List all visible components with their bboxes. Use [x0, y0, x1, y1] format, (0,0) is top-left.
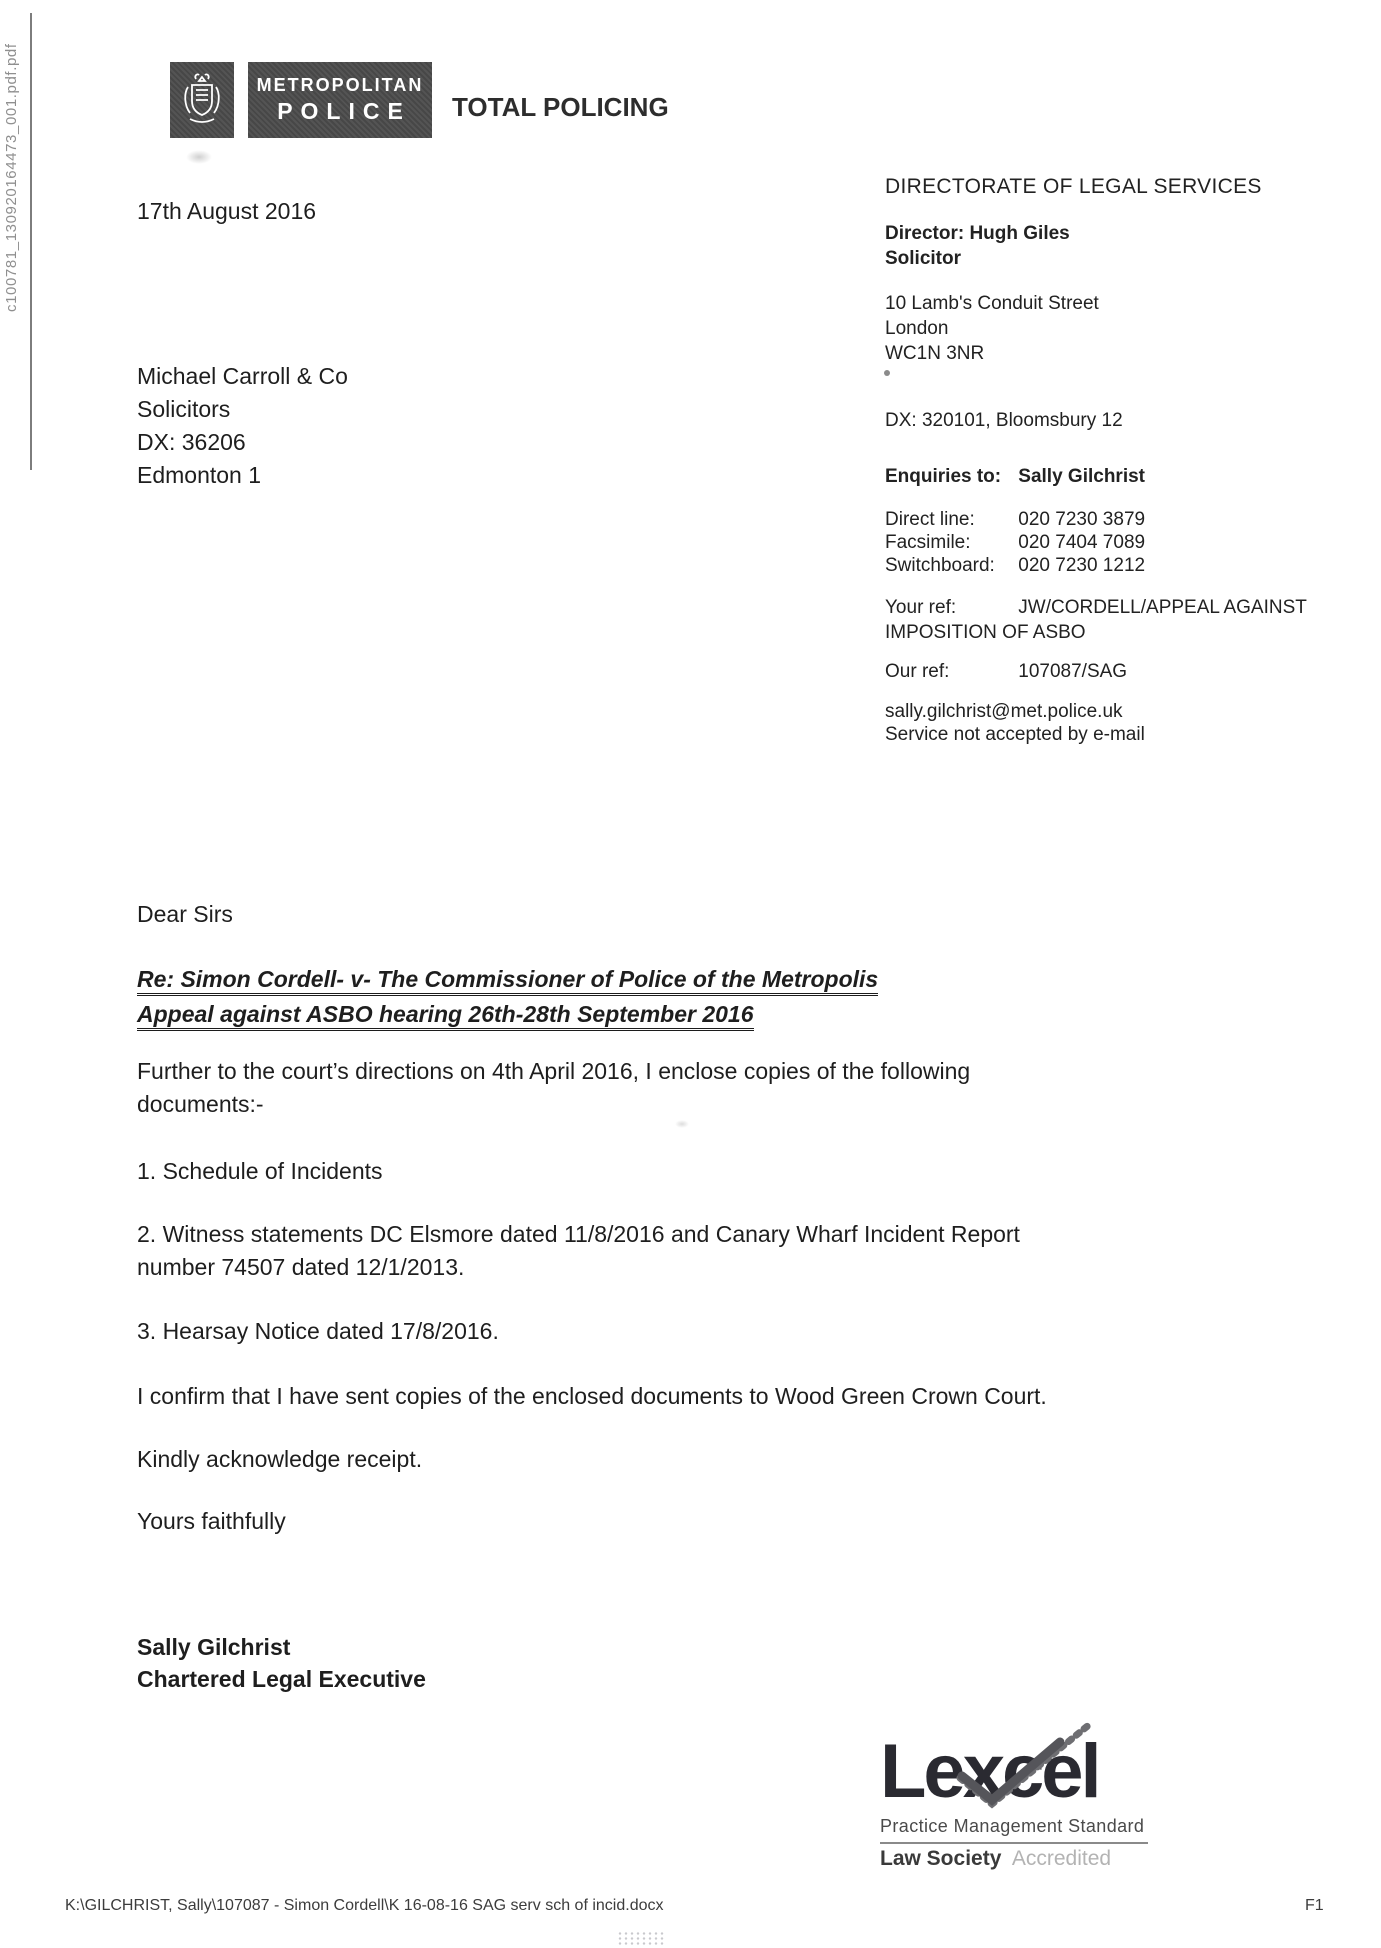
- scan-artifact: [186, 150, 212, 164]
- enquiries-label: Enquiries to:: [885, 466, 1002, 487]
- paragraph-further-cont: documents:-: [137, 1091, 264, 1117]
- re-heading-line2: Appeal against ASBO hearing 26th-28th September 2016: [137, 1001, 754, 1028]
- sender-address-line: London: [885, 318, 949, 339]
- sender-address-line: 10 Lamb's Conduit Street: [885, 293, 1099, 314]
- paragraph-confirm: I confirm that I have sent copies of the enclosed documents to Wood Green Crown Court.: [137, 1383, 1047, 1409]
- met-police-name-box: [248, 62, 432, 138]
- logo-metropolitan-text: METROPOLITAN: [256, 75, 424, 95]
- contact-value: 020 7230 3879: [1018, 509, 1146, 530]
- our-ref-value: 107087/SAG: [1018, 661, 1128, 682]
- recipient-line: Michael Carroll & Co: [137, 363, 348, 389]
- recipient-line: DX: 36206: [137, 429, 246, 455]
- your-ref-value: JW/CORDELL/APPEAL AGAINST: [1018, 597, 1307, 618]
- met-police-crest-box: [170, 62, 234, 138]
- accredited-text: Accredited: [1011, 1847, 1112, 1870]
- signature-block: [137, 1631, 426, 1695]
- scan-artifact: [884, 370, 890, 376]
- scan-filename-label: c100781_130920164473_001.pdf.pdf: [3, 43, 20, 312]
- law-society-text: Law Society: [880, 1847, 1002, 1870]
- recipient-line: Solicitors: [137, 396, 231, 422]
- lexcel-logo: [880, 1730, 1180, 1871]
- director-name: Director: Hugh Giles: [885, 223, 1070, 244]
- contact-label: Facsimile:: [885, 532, 971, 553]
- enquiries-name: Sally Gilchrist: [1018, 466, 1146, 487]
- paragraph-further: Further to the court’s directions on 4th April 2016, I enclose copies of the following: [137, 1058, 971, 1084]
- contact-row: [885, 531, 1375, 554]
- contact-value: 020 7230 1212: [1018, 555, 1146, 576]
- total-policing-tagline: TOTAL POLICING: [452, 92, 669, 122]
- enquiries-line: [885, 466, 1375, 488]
- contact-label: Switchboard:: [885, 555, 995, 576]
- your-ref-wrap: IMPOSITION OF ASBO: [885, 622, 1086, 643]
- enclosure-item-3: 3. Hearsay Notice dated 17/8/2016.: [137, 1318, 499, 1344]
- contact-numbers: [885, 508, 1375, 577]
- lexcel-subtitle: Practice Management Standard: [880, 1816, 1145, 1836]
- sender-email: sally.gilchrist@met.police.uk: [885, 701, 1123, 722]
- signer-title: Chartered Legal Executive: [137, 1666, 426, 1692]
- met-police-crest-icon: [178, 67, 226, 134]
- scan-artifact-dots: [617, 1931, 665, 1946]
- your-ref-block: [885, 595, 1375, 645]
- contact-value: 020 7404 7089: [1018, 532, 1146, 553]
- sender-address: [885, 291, 1375, 366]
- our-ref-label: Our ref:: [885, 661, 950, 682]
- your-ref-label: Your ref:: [885, 597, 957, 618]
- scan-artifact: [675, 1120, 689, 1128]
- directorate-title: DIRECTORATE OF LEGAL SERVICES: [885, 175, 1262, 198]
- re-heading-line1: Re: Simon Cordell- v- The Commissioner of Police of the Metropolis: [137, 966, 878, 993]
- recipient-line: Edmonton 1: [137, 462, 262, 488]
- director-role: Solicitor: [885, 248, 962, 269]
- your-ref-row: [885, 595, 1375, 620]
- contact-row: [885, 554, 1375, 577]
- footer-page-ref: F1: [1305, 1897, 1324, 1914]
- enclosure-item-2: 2. Witness statements DC Elsmore dated 11/8/2016 and Canary Wharf Incident Report: [137, 1221, 1020, 1247]
- director-block: [885, 221, 1375, 271]
- contact-row: [885, 508, 1375, 531]
- lexcel-accreditation: [880, 1847, 1180, 1871]
- paragraph-kindly: Kindly acknowledge receipt.: [137, 1446, 423, 1472]
- contact-label: Direct line:: [885, 509, 975, 530]
- lexcel-divider: [880, 1842, 1148, 1844]
- scan-margin-line: [30, 13, 32, 470]
- sender-address-line: WC1N 3NR: [885, 343, 985, 364]
- logo-police-text: POLICE: [277, 98, 411, 124]
- enclosure-item-2-cont: number 74507 dated 12/1/2013.: [137, 1254, 465, 1280]
- footer-file-path: K:\GILCHRIST, Sally\107087 - Simon Cordell\K 16-08-16 SAG serv sch of incid.docx: [65, 1897, 664, 1914]
- email-block: [885, 700, 1375, 746]
- recipient-address: [137, 360, 348, 492]
- signer-name: Sally Gilchrist: [137, 1634, 291, 1660]
- sender-dx: DX: 320101, Bloomsbury 12: [885, 410, 1123, 431]
- salutation: Dear Sirs: [137, 901, 233, 927]
- enclosure-item-1: 1. Schedule of Incidents: [137, 1158, 383, 1184]
- closing: Yours faithfully: [137, 1508, 286, 1534]
- our-ref-block: [885, 661, 1375, 683]
- lexcel-wordmark: Lexcel: [880, 1730, 1180, 1814]
- email-note: Service not accepted by e-mail: [885, 724, 1145, 745]
- letter-date: 17th August 2016: [137, 198, 317, 224]
